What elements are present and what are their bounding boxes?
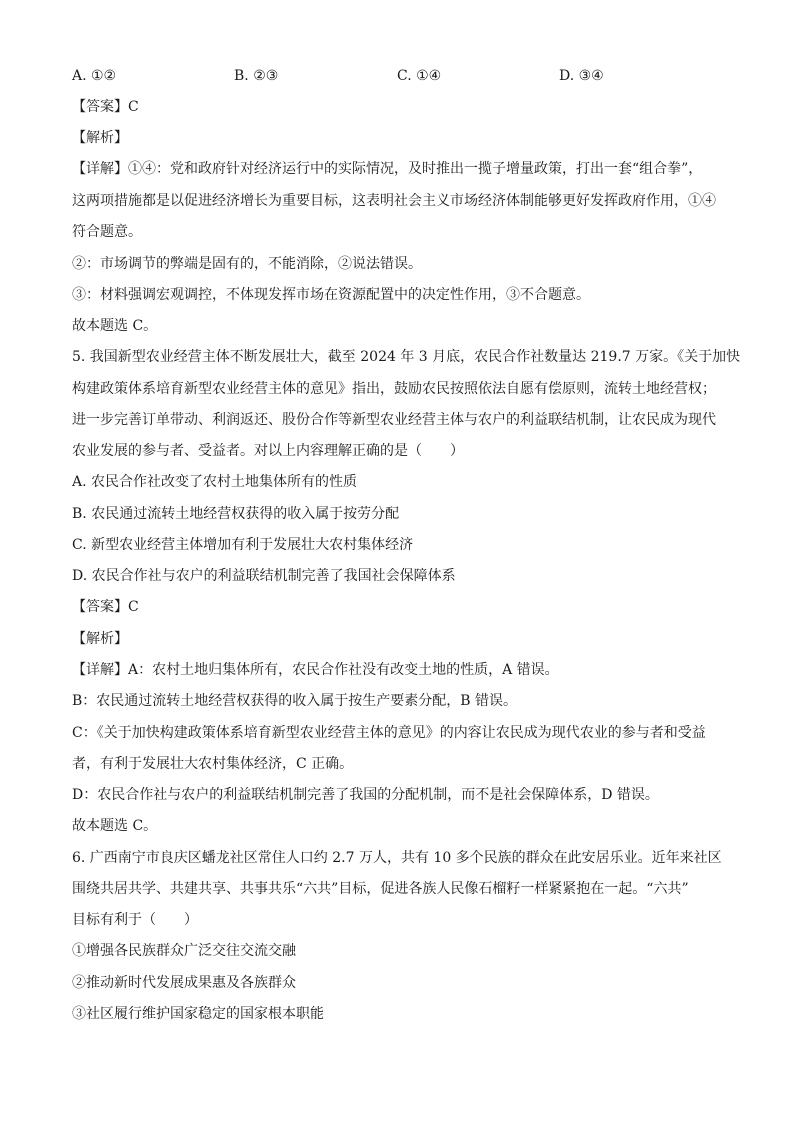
q5-detail-line: C：《关于加快构建政策体系培育新型农业经营主体的意见》的内容让农民成为现代农业的参与者和受益 — [72, 725, 706, 741]
q6-stem-line: 目标有利于（ ） — [72, 912, 198, 928]
q5-answer: 【答案】C — [72, 599, 139, 615]
q6-item-3: ③社区履行维护国家稳定的国家根本职能 — [72, 1006, 324, 1022]
q5-stem-line: 构建政策体系培育新型农业经营主体的意见》指出，鼓励农民按照依法自愿有偿原则，流转土地经营权； — [72, 381, 716, 397]
q4-answer: 【答案】C — [72, 99, 139, 115]
q5-detail-line: B：农民通过流转土地经营权获得的收入属于按生产要素分配，B 错误。 — [72, 693, 518, 709]
q5-detail-line: 【详解】A：农村土地归集体所有，农民合作社没有改变土地的性质，A 错误。 — [72, 662, 559, 678]
q4-analysis: 【解析】 — [72, 130, 128, 146]
q4-detail-line: 这两项措施都是以促进经济增长为重要目标，这表明社会主义市场经济体制能够更好发挥政府作用，①④ — [72, 193, 716, 209]
q4-options — [72, 66, 732, 86]
q5-detail-line: 者，有利于发展壮大农村集体经济，C 正确。 — [72, 756, 354, 772]
q4-detail-line: ②：市场调节的弊端是固有的，不能消除，②说法错误。 — [72, 256, 422, 272]
q5-analysis: 【解析】 — [72, 631, 128, 647]
q4-option-c: C. ①④ — [397, 68, 442, 84]
q4-option-b: B. ②③ — [234, 68, 279, 84]
q5-conclusion: 故本题选 C。 — [72, 818, 158, 834]
q5-detail-line: D：农民合作社与农户的利益联结机制完善了我国的分配机制，而不是社会保障体系，D 错误。 — [72, 787, 659, 803]
q6-stem-line: 6. 广西南宁市良庆区蟠龙社区常住人口约 2.7 万人，共有 10 多个民族的群众在此安居乐业。近年来社区 — [72, 850, 722, 866]
q4-option-d: D. ③④ — [559, 68, 604, 84]
q5-stem-line: 进一步完善订单带动、利润返还、股份合作等新型农业经营主体与农户的利益联结机制，让农民成为现代 — [72, 412, 716, 428]
q4-detail-line: ③：材料强调宏观调控，不体现发挥市场在资源配置中的决定性作用，③不合题意。 — [72, 287, 590, 303]
q4-detail-line: 【详解】①④：党和政府针对经济运行中的实际情况，及时推出一揽子增量政策，打出一套“组合拳”， — [72, 161, 703, 177]
q6-item-2: ②推动新时代发展成果惠及各族群众 — [72, 975, 296, 991]
q6-item-1: ①增强各民族群众广泛交往交流交融 — [72, 943, 296, 959]
q5-option-a: A. 农民合作社改变了农村土地集体所有的性质 — [72, 474, 358, 490]
q6-stem-line: 围绕共居共学、共建共享、共事共乐“六共”目标，促进各族人民像石榴籽一样紧紧抱在一起。“六共” — [72, 881, 689, 897]
q5-option-c: C. 新型农业经营主体增加有利于发展壮大农村集体经济 — [72, 537, 414, 553]
q5-option-d: D. 农民合作社与农户的利益联结机制完善了我国社会保障体系 — [72, 568, 456, 584]
q4-option-a: A. ①② — [72, 68, 117, 84]
q4-detail-line: 符合题意。 — [72, 224, 142, 240]
q4-conclusion: 故本题选 C。 — [72, 318, 158, 334]
q5-option-b: B. 农民通过流转土地经营权获得的收入属于按劳分配 — [72, 506, 400, 522]
q5-stem-line: 农业发展的参与者、受益者。对以上内容理解正确的是（ ） — [72, 443, 464, 459]
q5-stem-line: 5. 我国新型农业经营主体不断发展壮大，截至 2024 年 3 月底，农民合作社数量达 219.7 万家。《关于加快 — [72, 349, 741, 365]
